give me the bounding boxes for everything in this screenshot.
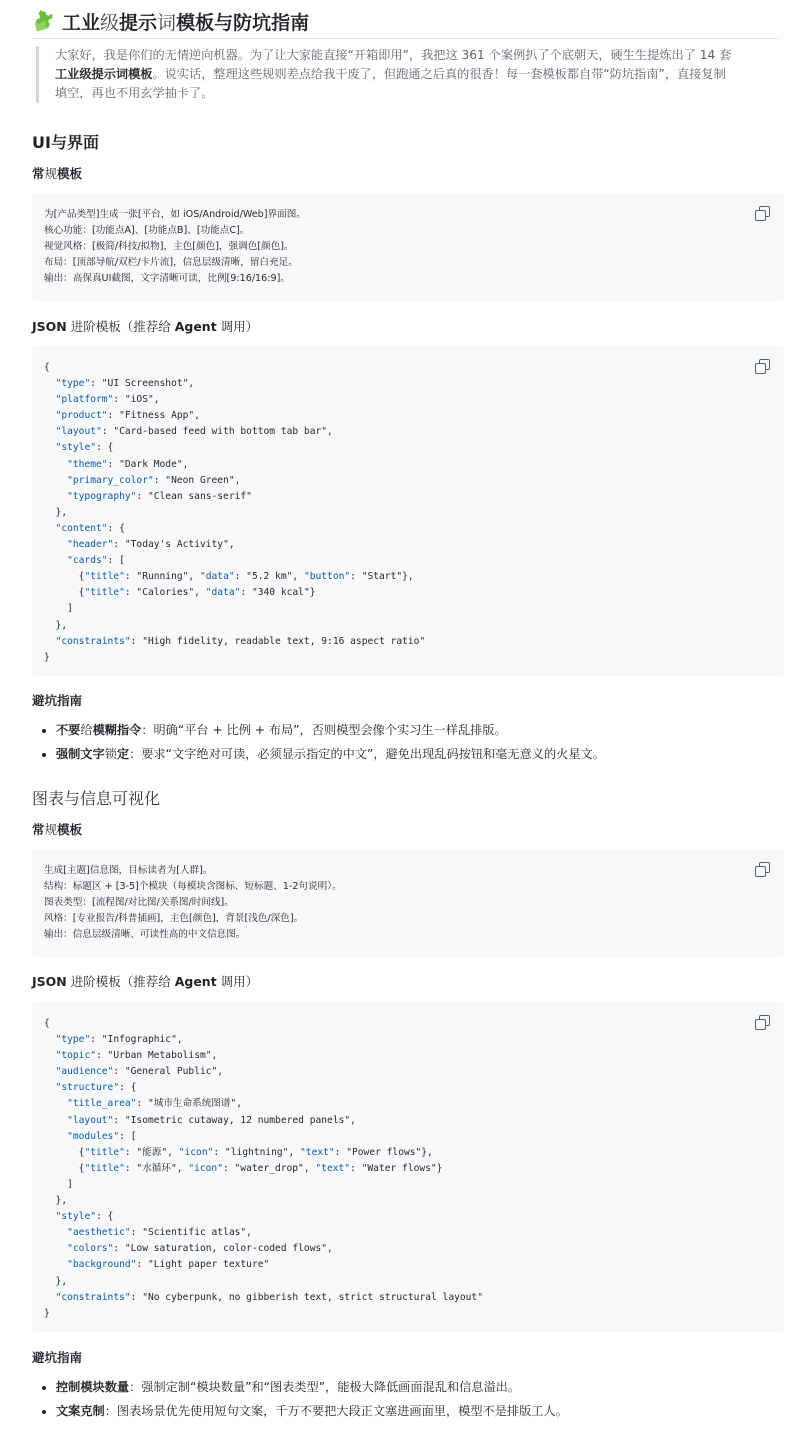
page-title: 工业级提示词模板与防坑指南	[32, 6, 309, 36]
section-chart-title: 图表与信息可视化	[32, 789, 161, 808]
section-ui-basic-heading: 常规模板	[32, 166, 83, 181]
intro-blockquote	[36, 46, 785, 103]
ui-json-code: { "type": "UI Screenshot", "platform": "iOS", "product": "Fitness App", "layout": "Card-based feed with bottom tab bar", "style": { "theme": "Dark Mode", "primary_color": "Neon Green", "typography": "Clean sans-serif" }, "content": { "header": "Today's Activity", "cards": [ {"title": "Running", "data": "5.2 km", "button": "Start"}, {"title": "Calories", "data": "340 kcal"} ] }, "constraints": "High fidelity, readable text, 9:16 aspect ratio" }	[44, 362, 426, 663]
chart-json-code-block	[32, 1002, 784, 1332]
list-item: • 文案克制：图表场景优先使用短句文案，千万不要把大段正文塞进画面里，模型不是排版工人。	[56, 1399, 568, 1423]
title-divider	[32, 38, 782, 39]
intro-text: 大家好，我是你们的无情逆向机器。为了让大家能直接“开箱即用”，我把这 361 个案例扒了个底朝天，硬生生提炼出了 14 套	[55, 48, 732, 62]
copy-icon[interactable]	[754, 861, 770, 877]
chart-basic-code-block	[32, 849, 784, 957]
list-item: • 不要给模糊指令：明确“平台 + 比例 + 布局”，否则模型会像个实习生一样乱排版。	[56, 718, 605, 742]
ui-tips-list	[38, 718, 605, 766]
copy-icon[interactable]	[754, 205, 770, 221]
copy-icon[interactable]	[754, 358, 770, 374]
chart-json-code: { "type": "Infographic", "topic": "Urban Metabolism", "audience": "General Public", "structure": { "title_area": "城市生命系统图谱", "layout": "Isometric cutaway, 12 numbered panels", "modules": [ {"title": "能源", "icon": "lightning", "text": "Power flows"}, {"title": "水循环", "icon": "water_drop", "text": "Water flows"} ] }, "style": { "aesthetic": "Scientific atlas", "colors": "Low saturation, color-coded flows", "background": "Light paper texture" }, "constraints": "No cyberpunk, no gibberish text, strict structural layout" }	[44, 1018, 483, 1319]
list-item: • 强制文字锁定：要求“文字绝对可读，必须显示指定的中文”，避免出现乱码按钮和毫无意义的火星文。	[56, 742, 605, 766]
section-chart-tips-heading: 避坑指南	[32, 1350, 83, 1365]
chart-tips-list	[38, 1375, 568, 1423]
intro-text-end: 填空，再也不用玄学抽卡了。	[55, 86, 214, 100]
section-chart-basic-heading: 常规模板	[32, 822, 83, 837]
section-ui-tips-heading: 避坑指南	[32, 693, 83, 708]
section-ui-title: UI与界面	[32, 133, 99, 152]
ui-basic-code: 为[产品类型]生成一张[平台，如 iOS/Android/Web]界面图。 核心功能：[功能点A]、[功能点B]、[功能点C]。 视觉风格：[极简/科技/拟物]，主色[颜色]，强调色[颜色]。 布局：[顶部导航/双栏/卡片流]，信息层级清晰，留白充足。 输出：高保真UI截图，文字清晰可读，比例[9:16/16:9]。	[44, 209, 306, 284]
intro-text-tail: 。说实话，整理这些规则差点给我干废了，但跑通之后真的很香！每一套模板都自带“防坑指南”，直接复制	[152, 67, 726, 81]
intro-bold: 工业级提示词模板	[55, 67, 153, 81]
section-chart-json-heading: JSON 进阶模板（推荐给 Agent 调用）	[32, 974, 259, 989]
ui-json-code-block	[32, 346, 784, 676]
chart-basic-code: 生成[主题]信息图，目标读者为[人群]。 结构：标题区 + [3-5]个模块（每模块含图标、短标题、1-2句说明）。 图表类型：[流程图/对比图/关系图/时间线]。 风格：[专业报告/科普插画]，主色[颜色]，背景[浅色/深色]。 输出：信息层级清晰、可读性高的中文信息图。	[44, 865, 342, 940]
section-ui-json-heading: JSON 进阶模板（推荐给 Agent 调用）	[32, 319, 259, 334]
copy-icon[interactable]	[754, 1014, 770, 1030]
puzzle-piece-icon	[32, 10, 54, 32]
list-item: • 控制模块数量：强制定制“模块数量”和“图表类型”，能极大降低画面混乱和信息溢出。	[56, 1375, 568, 1399]
ui-basic-code-block	[32, 193, 784, 301]
